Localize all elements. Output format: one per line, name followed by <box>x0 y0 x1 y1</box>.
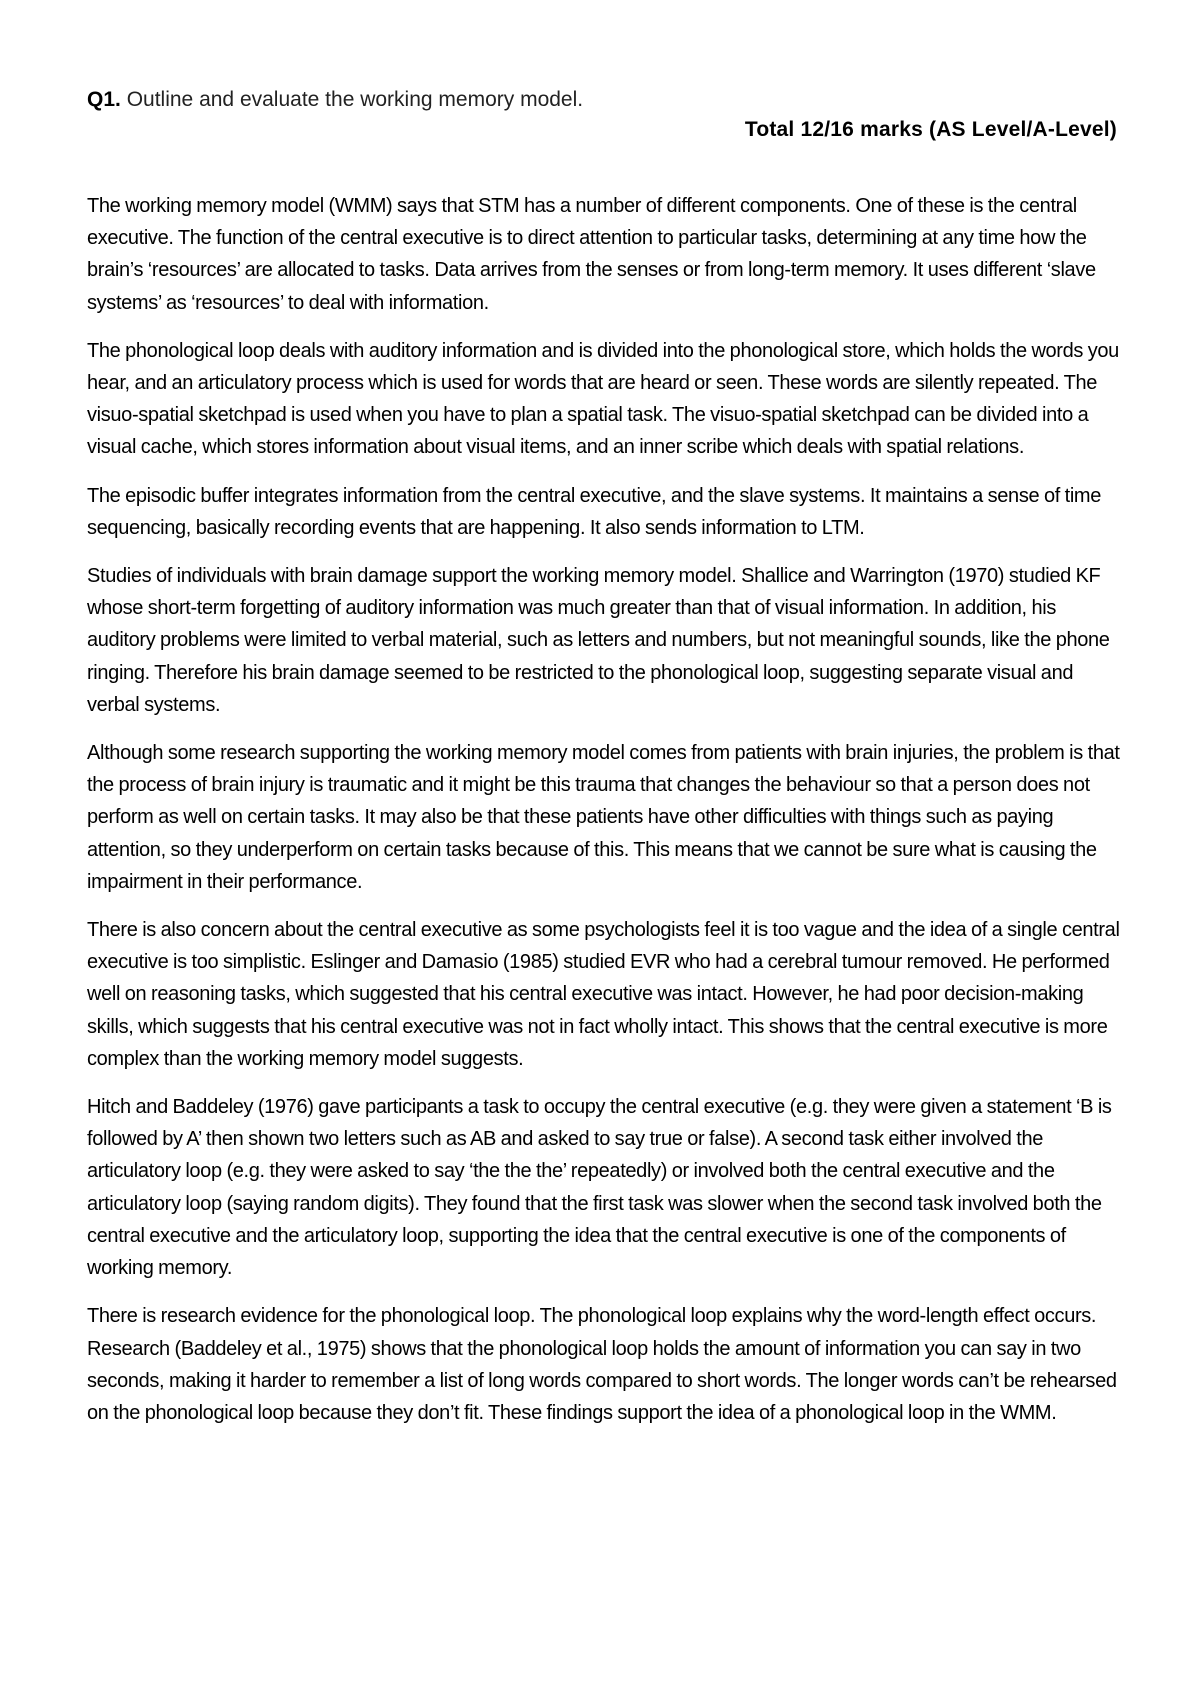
paragraph-word-length-effect: There is research evidence for the phonological loop. The phonological loop explains why the word-length effect occurs. Research (Baddeley et al., 1975) shows that the phonological loop holds the amount of information you can say in two seconds, making it harder to remember a list of long words compared to short words. The longer words can’t be rehearsed on the phonological loop because they don’t fit. These findings support the idea of a phonological loop in the WMM. <box>87 1305 1117 1424</box>
paragraph-brain-damage-support: Studies of individuals with brain damage support the working memory model. Shallice and Warrington (1970) studied KF whose short-term forgetting of auditory information was much greater than that of visual information. In addition, his auditory problems were limited to verbal material, such as letters and numbers, but not meaningful sounds, like the phone ringing. Therefore his brain damage seemed to be restricted to the phonological loop, suggesting separate visual and verbal systems. <box>87 565 1110 716</box>
question-heading <box>87 86 583 114</box>
answer-body <box>87 190 1127 1445</box>
paragraph-episodic-buffer: The episodic buffer integrates information from the central executive, and the slave systems. It maintains a sense of time sequencing, basically recording events that are happening. It also sends information to LTM. <box>87 484 1102 539</box>
question-text: Outline and evaluate the working memory model. <box>126 88 584 111</box>
paragraph-phonological-loop: The phonological loop deals with auditory information and is divided into the phonological store, which holds the words you hear, and an articulatory process which is used for words that are heard or seen. These words are silently repeated. The visuo-spatial sketchpad is used when you have to plan a spatial task. The visuo-spatial sketchpad can be divided into a visual cache, which stores information about visual items, and an inner scribe which deals with spatial relations. <box>87 339 1119 459</box>
paragraph-central-executive-concern: There is also concern about the central executive as some psychologists feel it is too vague and the idea of a single central executive is too simplistic. Eslinger and Damasio (1985) studied EVR who had a cerebral tumour removed. He performed well on reasoning tasks, which suggested that his central executive was intact. However, he had poor decision-making skills, which suggests that his central executive was not in fact wholly intact. This shows that the central executive is more complex than the working memory model suggests. <box>87 919 1120 1070</box>
paragraph-central-executive: The working memory model (WMM) says that STM has a number of different components. One of these is the central executive. The function of the central executive is to direct attention to particular tasks, determining at any time how the brain’s ‘resources’ are allocated to tasks. Data arrives from the senses or from long-term memory. It uses different ‘slave systems’ as ‘resources’ to deal with information. <box>87 195 1096 314</box>
paragraph-hitch-baddeley: Hitch and Baddeley (1976) gave participants a task to occupy the central executive (e.g. they were given a statement ‘B is followed by A’ then shown two letters such as AB and asked to say true or false). A second task either involved the articulatory loop (e.g. they were asked to say ‘the the the’ repeatedly) or involved both the central executive and the articulatory loop (saying random digits). They found that the first task was slower when the second task involved both the central executive and the articulatory loop, supporting the idea that the central executive is one of the components of working memory. <box>87 1096 1112 1280</box>
question-number: Q1. <box>87 88 121 111</box>
total-marks: Total 12/16 marks (AS Level/A-Level) <box>744 118 1117 141</box>
paragraph-brain-injury-limitation: Although some research supporting the working memory model comes from patients with brain injuries, the problem is that the process of brain injury is traumatic and it might be this trauma that changes the behaviour so that a person does not perform as well on certain tasks. It may also be that these patients have other difficulties with things such as paying attention, so they underperform on certain tasks because of this. This means that we cannot be sure what is causing the impairment in their performance. <box>87 742 1120 893</box>
